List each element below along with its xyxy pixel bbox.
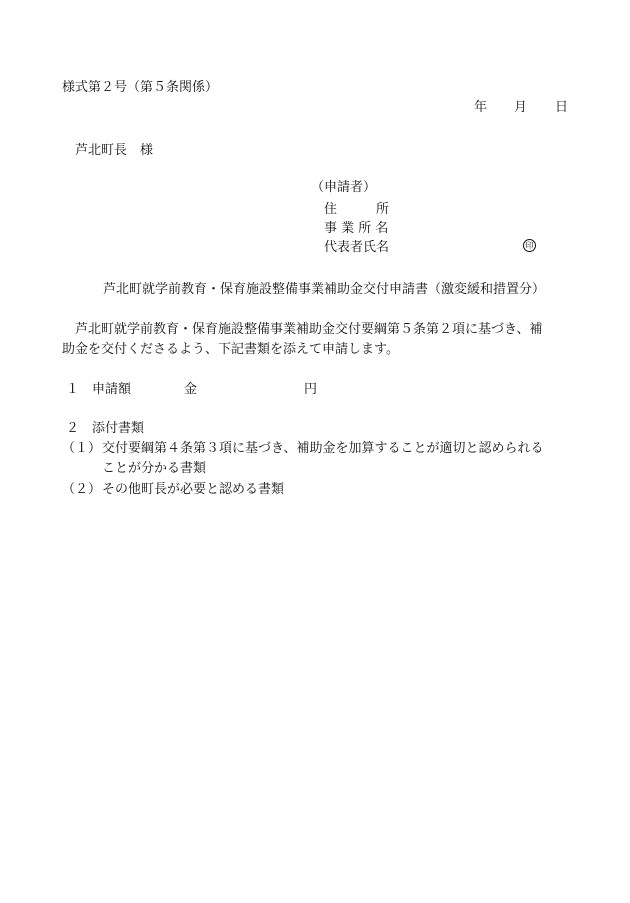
attachment-2-line1: その他町長が必要と認める書類	[102, 482, 285, 497]
item1-label: １ 申請額	[66, 382, 132, 397]
item1-currency-prefix: 金	[184, 382, 198, 397]
applicant-office-label: 事 業 所 名	[324, 221, 389, 236]
addressee: 芦北町長 様	[75, 143, 154, 158]
attachment-1-line2: ことが分かる書類	[102, 461, 207, 476]
date-year-label: 年	[474, 100, 488, 115]
body-line-2: 助金を交付くださるよう、下記書類を添えて申請します。	[62, 342, 399, 357]
document-title: 芦北町就学前教育・保育施設整備事業補助金交付申請書（激変緩和措置分）	[103, 282, 546, 297]
applicant-heading: （申請者）	[311, 180, 377, 195]
form-number: 様式第２号（第５条関係）	[62, 80, 219, 95]
item2-label: ２ 添付書類	[66, 421, 145, 436]
attachment-2-number: （２）	[62, 482, 102, 497]
attachment-1-line1: 交付要綱第４条第３項に基づき、補助金を加算することが適切と認められる	[102, 441, 544, 456]
applicant-address-label: 住 所	[324, 202, 390, 217]
applicant-representative-label: 代表者氏名	[324, 240, 390, 255]
body-line-1: 芦北町就学前教育・保育施設整備事業補助金交付要綱第５条第２項に基づき、補	[75, 322, 543, 337]
seal-mark: 印	[523, 239, 536, 252]
item1-currency-suffix: 円	[304, 382, 318, 397]
date-day-label: 日	[555, 100, 569, 115]
attachment-1-number: （１）	[62, 441, 102, 456]
date-month-label: 月	[514, 100, 528, 115]
